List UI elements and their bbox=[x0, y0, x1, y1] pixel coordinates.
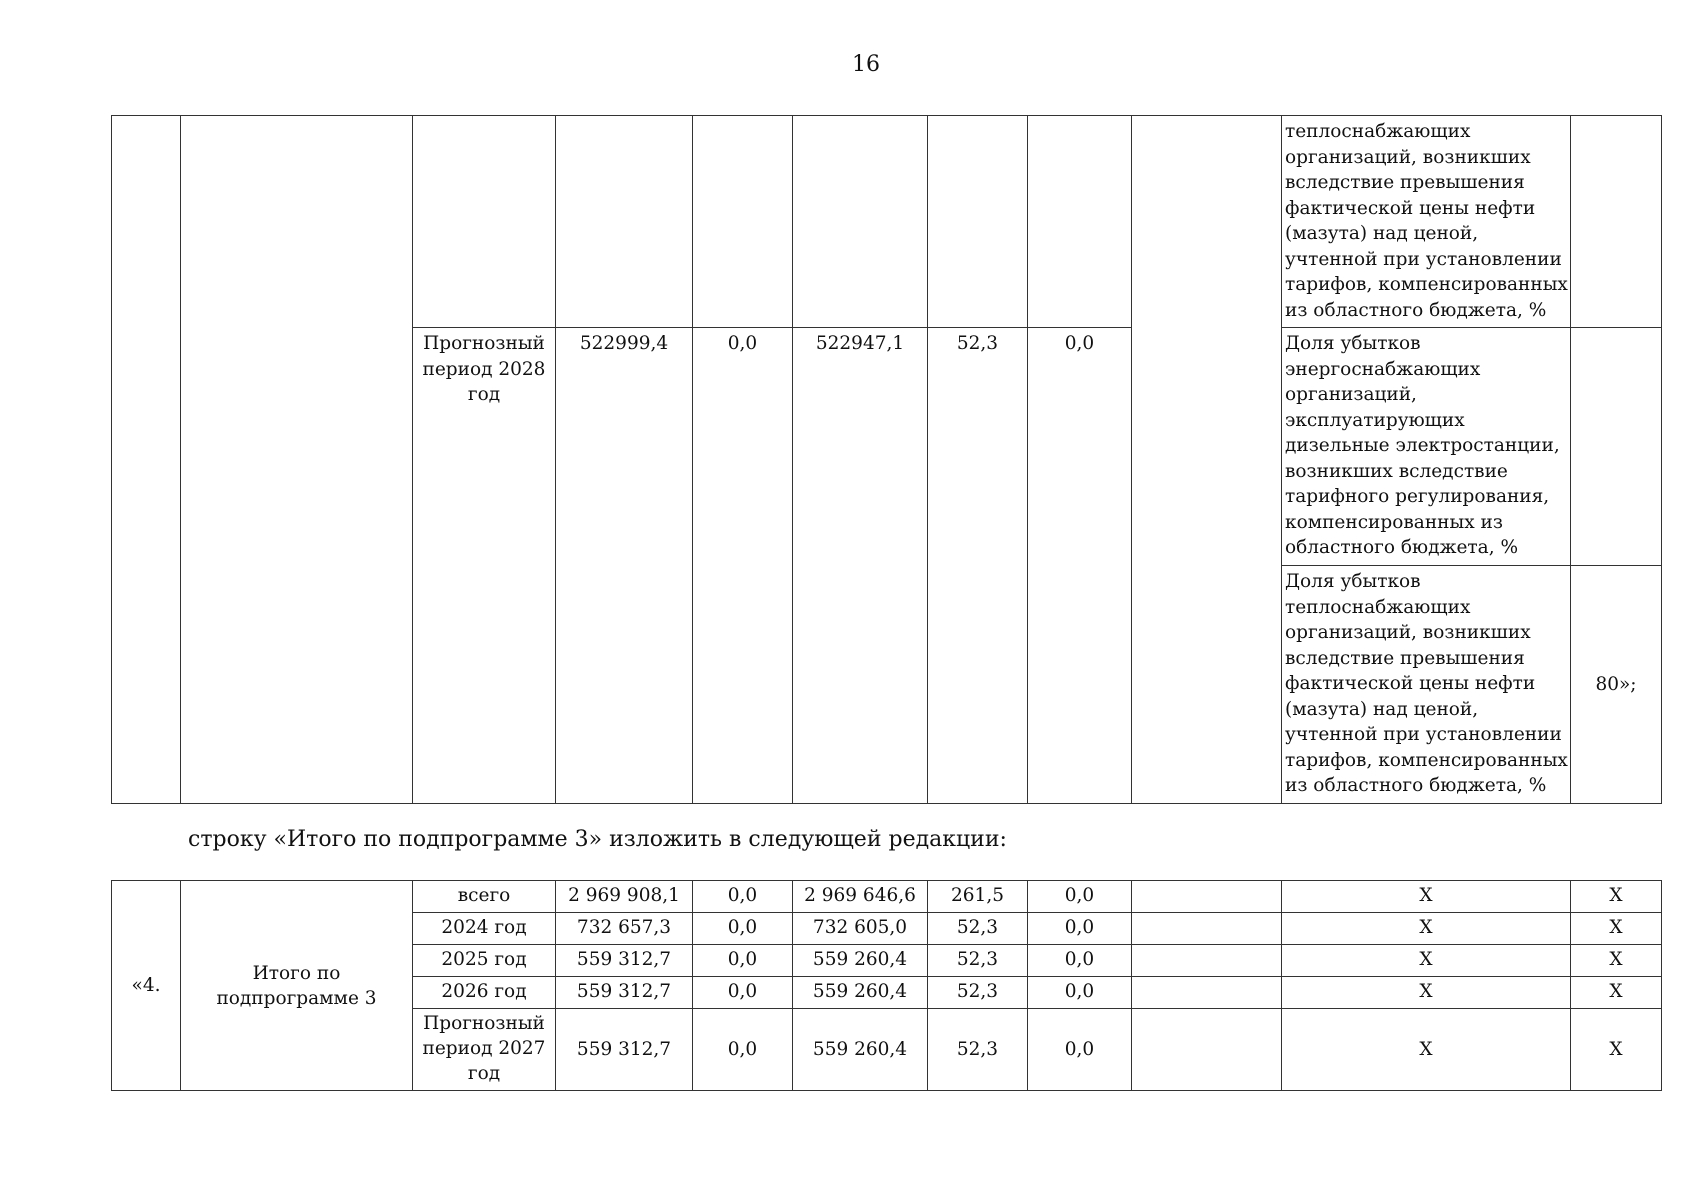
period: всего bbox=[413, 881, 556, 913]
indicator-heat-continued-value bbox=[1571, 116, 1662, 328]
cell-v2 bbox=[793, 116, 928, 328]
row-number: «4. bbox=[112, 881, 181, 1091]
v3: 261,5 bbox=[928, 881, 1028, 913]
x-value: X bbox=[1571, 881, 1662, 913]
x-indicator: X bbox=[1282, 881, 1571, 913]
cell-empty bbox=[1132, 945, 1282, 977]
x-value: X bbox=[1571, 1009, 1662, 1091]
v2: 732 605,0 bbox=[793, 913, 928, 945]
indicator-energy-value bbox=[1571, 328, 1662, 566]
indicator-heat: Доля убытков теплоснабжающих организаций, возникших вследствие превышения фактической цены нефти (мазута) над ценой, учтенной при установлении тарифов, компенсированных из областного бюджета, % bbox=[1282, 566, 1571, 804]
cell-v4 bbox=[1028, 116, 1132, 328]
total-2028: 522999,4 bbox=[556, 328, 693, 804]
period: 2026 год bbox=[413, 977, 556, 1009]
v1: 0,0 bbox=[693, 913, 793, 945]
x-indicator: X bbox=[1282, 913, 1571, 945]
v1: 0,0 bbox=[693, 1009, 793, 1091]
indicator-heat-value: 80»; bbox=[1571, 566, 1662, 804]
v2: 2 969 646,6 bbox=[793, 881, 928, 913]
row-name: Итого по подпрограмме 3 bbox=[181, 881, 413, 1091]
v1-2028: 0,0 bbox=[693, 328, 793, 804]
cell-empty bbox=[1132, 116, 1282, 804]
x-indicator: X bbox=[1282, 977, 1571, 1009]
table-row bbox=[112, 881, 1662, 913]
v1: 0,0 bbox=[693, 881, 793, 913]
v4-2028: 0,0 bbox=[1028, 328, 1132, 804]
total: 559 312,7 bbox=[556, 977, 693, 1009]
v3: 52,3 bbox=[928, 945, 1028, 977]
budget-table-continuation bbox=[111, 115, 1662, 804]
cell-empty bbox=[1132, 913, 1282, 945]
x-indicator: X bbox=[1282, 1009, 1571, 1091]
instruction-paragraph: строку «Итого по подпрограмме 3» изложить в следующей редакции: bbox=[188, 827, 1007, 852]
v2: 559 260,4 bbox=[793, 1009, 928, 1091]
cell-number bbox=[112, 116, 181, 804]
v4: 0,0 bbox=[1028, 913, 1132, 945]
cell-empty bbox=[1132, 881, 1282, 913]
x-value: X bbox=[1571, 977, 1662, 1009]
total: 2 969 908,1 bbox=[556, 881, 693, 913]
v1: 0,0 bbox=[693, 945, 793, 977]
total: 559 312,7 bbox=[556, 945, 693, 977]
cell-period bbox=[413, 116, 556, 328]
x-value: X bbox=[1571, 945, 1662, 977]
x-value: X bbox=[1571, 913, 1662, 945]
v3: 52,3 bbox=[928, 1009, 1028, 1091]
indicator-heat-continued: теплоснабжающих организаций, возникших вследствие превышения фактической цены нефти (мазута) над ценой, учтенной при установлении тарифов, компенсированных из областного бюджета, % bbox=[1282, 116, 1571, 328]
indicator-energy: Доля убытков энергоснабжающих организаций, эксплуатирующих дизельные электростанции, возникших вследствие тарифного регулирования, компенсированных из областного бюджета, % bbox=[1282, 328, 1571, 566]
v1: 0,0 bbox=[693, 977, 793, 1009]
period-2028: Прогнозный период 2028 год bbox=[413, 328, 556, 804]
page-number: 16 bbox=[852, 52, 880, 77]
subprogram-total-table bbox=[111, 880, 1662, 1091]
period: 2025 год bbox=[413, 945, 556, 977]
v3-2028: 52,3 bbox=[928, 328, 1028, 804]
v2: 559 260,4 bbox=[793, 945, 928, 977]
total: 559 312,7 bbox=[556, 1009, 693, 1091]
table-row bbox=[112, 116, 1662, 328]
v4: 0,0 bbox=[1028, 1009, 1132, 1091]
v3: 52,3 bbox=[928, 913, 1028, 945]
cell-v3 bbox=[928, 116, 1028, 328]
v4: 0,0 bbox=[1028, 977, 1132, 1009]
period: Прогнозный период 2027 год bbox=[413, 1009, 556, 1091]
v2-2028: 522947,1 bbox=[793, 328, 928, 804]
cell-total bbox=[556, 116, 693, 328]
v4: 0,0 bbox=[1028, 881, 1132, 913]
cell-name bbox=[181, 116, 413, 804]
total: 732 657,3 bbox=[556, 913, 693, 945]
cell-empty bbox=[1132, 1009, 1282, 1091]
v3: 52,3 bbox=[928, 977, 1028, 1009]
cell-v1 bbox=[693, 116, 793, 328]
cell-empty bbox=[1132, 977, 1282, 1009]
v4: 0,0 bbox=[1028, 945, 1132, 977]
x-indicator: X bbox=[1282, 945, 1571, 977]
period: 2024 год bbox=[413, 913, 556, 945]
v2: 559 260,4 bbox=[793, 977, 928, 1009]
